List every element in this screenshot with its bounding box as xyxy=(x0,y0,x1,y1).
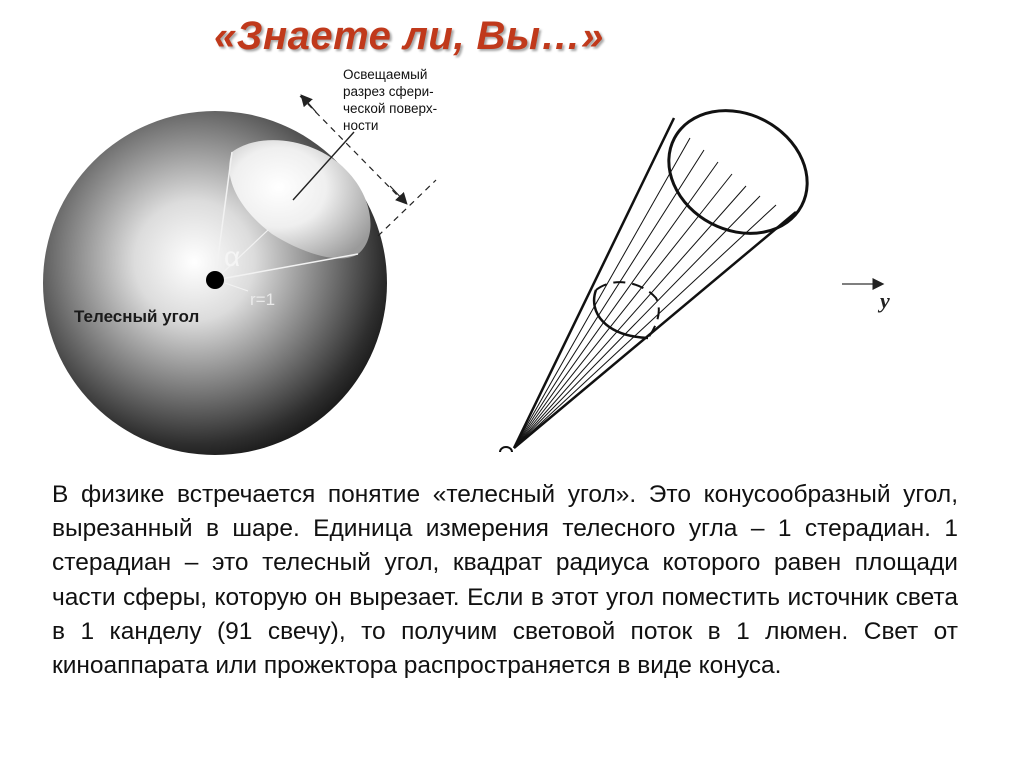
cone-outline-upper xyxy=(514,118,674,448)
cone-diagram xyxy=(500,87,829,452)
sphere-diagram xyxy=(43,67,441,455)
callout-arrow-down xyxy=(390,186,406,203)
callout-dashed-side xyxy=(378,180,436,236)
callout-text xyxy=(343,67,441,133)
cone-outline-lower xyxy=(514,212,796,448)
cone-generatrices xyxy=(514,138,776,448)
cone-section-back xyxy=(596,282,659,338)
callout-line: ности xyxy=(343,118,379,133)
callout-line: Освещаемый xyxy=(343,67,428,82)
angle-symbol: α xyxy=(224,241,241,272)
radius-label: r=1 xyxy=(250,290,276,309)
sphere-caption: Телесный угол xyxy=(74,307,200,326)
apex-mark xyxy=(500,447,512,452)
y-axis-indicator xyxy=(842,284,890,313)
callout-line: разрез сфери- xyxy=(343,84,434,99)
callout-line: ческой поверх- xyxy=(343,101,438,116)
sphere-center xyxy=(206,271,224,289)
y-axis-label: y xyxy=(880,288,890,313)
cone-base xyxy=(647,87,829,257)
slide-title: «Знаете ли, Вы…» xyxy=(214,14,604,58)
body-paragraph: В физике встречается понятие «телесный угол». Это конусообразный угол, вырезанный в шаре. Единица измерения телесного угла – 1 стерадиан. 1 стерадиан – это телесный угол, квадрат радиуса которого равен площади части сферы, которую он вырезает. Если в этот угол поместить источник света в 1 канделу (91 свечу), то получим световой поток в 1 люмен. Свет от киноаппарата или прожектора распространяется в виде конуса. xyxy=(52,481,958,680)
callout-arrow-up xyxy=(302,96,316,112)
